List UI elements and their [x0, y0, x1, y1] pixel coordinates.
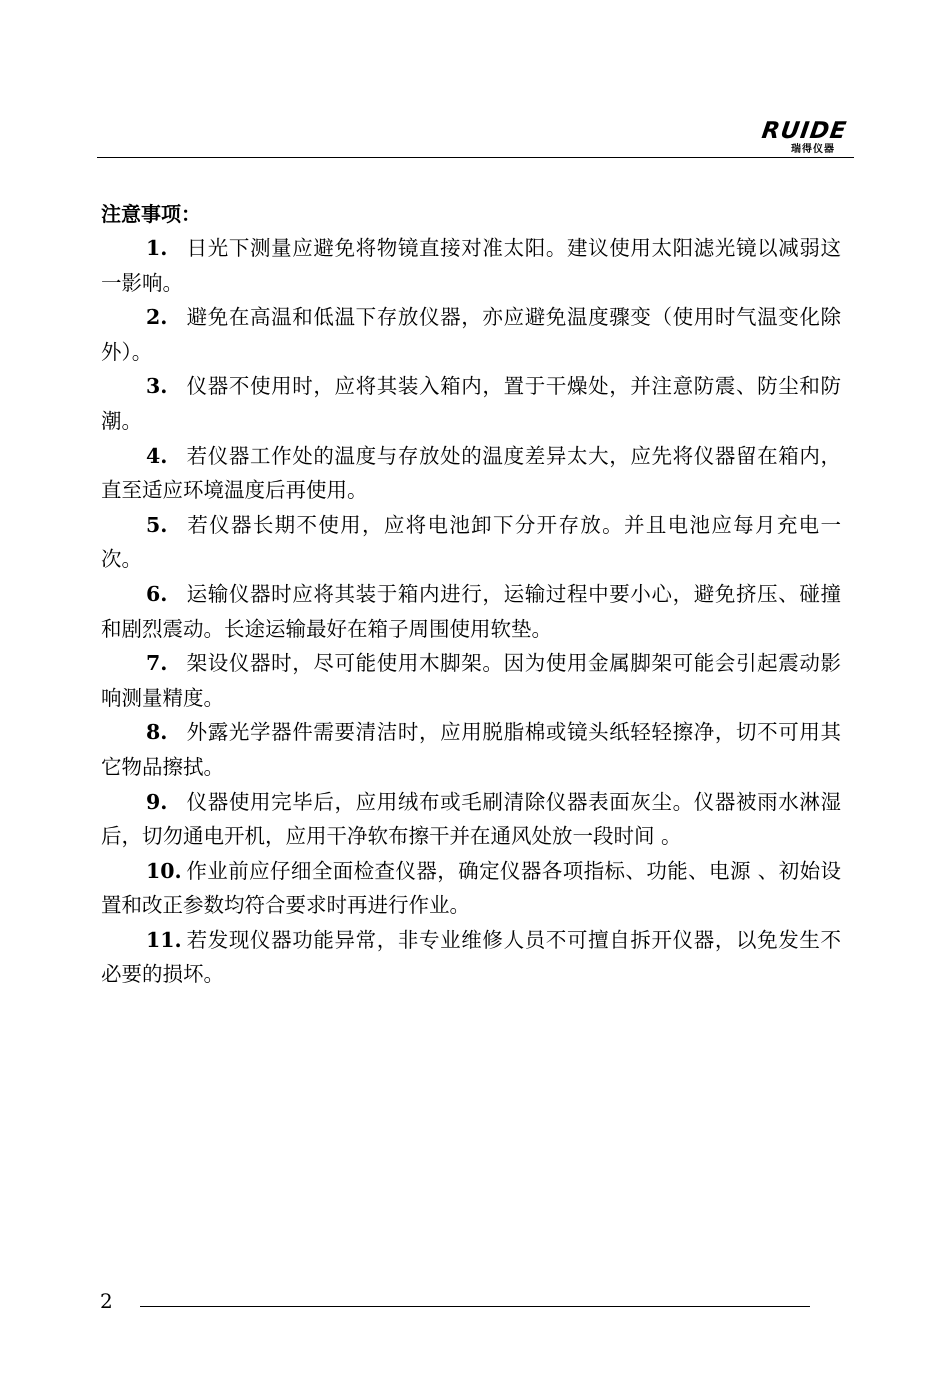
- precaution-item: [101, 439, 841, 508]
- precautions-section: [101, 197, 841, 992]
- precaution-item: [101, 300, 841, 369]
- item-text: 运输仪器时应将其装于箱内进行，运输过程中要小心，避免挤压、碰撞和剧烈震动。长途运输最好在箱子周围使用软垫。: [101, 581, 841, 641]
- logo-subtitle: 瑞得仪器: [791, 144, 835, 155]
- item-number: 11.: [146, 927, 182, 952]
- item-number: 3.: [146, 374, 168, 399]
- precaution-item: [101, 854, 841, 923]
- precaution-item: [101, 715, 841, 784]
- item-number: 9.: [146, 789, 168, 814]
- item-number: 1.: [146, 236, 168, 260]
- precaution-item: [101, 231, 841, 300]
- footer-divider: [140, 1306, 810, 1307]
- precaution-item: [101, 369, 841, 438]
- item-number: 6.: [146, 581, 168, 606]
- item-number: 7.: [146, 651, 168, 676]
- item-text: 若发现仪器功能异常，非专业维修人员不可擅自拆开仪器，以免发生不必要的损坏。: [101, 927, 841, 987]
- precaution-item: [101, 785, 841, 854]
- item-number: 2.: [146, 305, 168, 330]
- item-text: 避免在高温和低温下存放仪器，亦应避免温度骤变（使用时气温变化除外）。: [101, 305, 841, 364]
- item-text: 若仪器工作处的温度与存放处的温度差异太大，应先将仪器留在箱内，直至适应环境温度后再使用。: [101, 443, 841, 503]
- item-text: 若仪器长期不使用，应将电池卸下分开存放。并且电池应每月充电一次。: [101, 512, 841, 572]
- item-number: 8.: [146, 720, 168, 745]
- item-number: 4.: [146, 443, 168, 468]
- item-number: 10.: [146, 858, 182, 883]
- item-text: 外露光学器件需要清洁时，应用脱脂棉或镜头纸轻轻擦净，切不可用其它物品擦拭。: [101, 720, 841, 779]
- item-text: 日光下测量应避免将物镜直接对准太阳。建议使用太阳滤光镜以减弱这一影响。: [101, 236, 841, 295]
- item-text: 仪器不使用时，应将其装入箱内，置于干燥处，并注意防震、防尘和防潮。: [101, 374, 841, 433]
- logo-wordmark: RUIDE: [760, 118, 849, 144]
- precaution-item: [101, 646, 841, 715]
- section-title: 注意事项：: [101, 202, 201, 226]
- item-text: 架设仪器时，尽可能使用木脚架。因为使用金属脚架可能会引起震动影响测量精度。: [101, 651, 841, 710]
- precaution-item: [101, 923, 841, 992]
- precaution-item: [101, 577, 841, 646]
- item-text: 仪器使用完毕后，应用绒布或毛刷清除仪器表面灰尘。仪器被雨水淋湿后，切勿通电开机，应用干净软布擦干并在通风处放一段时间 。: [101, 789, 841, 849]
- page-number: 2: [100, 1289, 113, 1313]
- item-text: 作业前应仔细全面检查仪器，确定仪器各项指标、功能、电源 、初始设置和改正参数均符合要求时再进行作业。: [101, 858, 841, 918]
- header-divider: [97, 157, 854, 158]
- precaution-item: [101, 508, 841, 577]
- brand-logo: [758, 118, 858, 158]
- item-number: 5.: [146, 512, 168, 537]
